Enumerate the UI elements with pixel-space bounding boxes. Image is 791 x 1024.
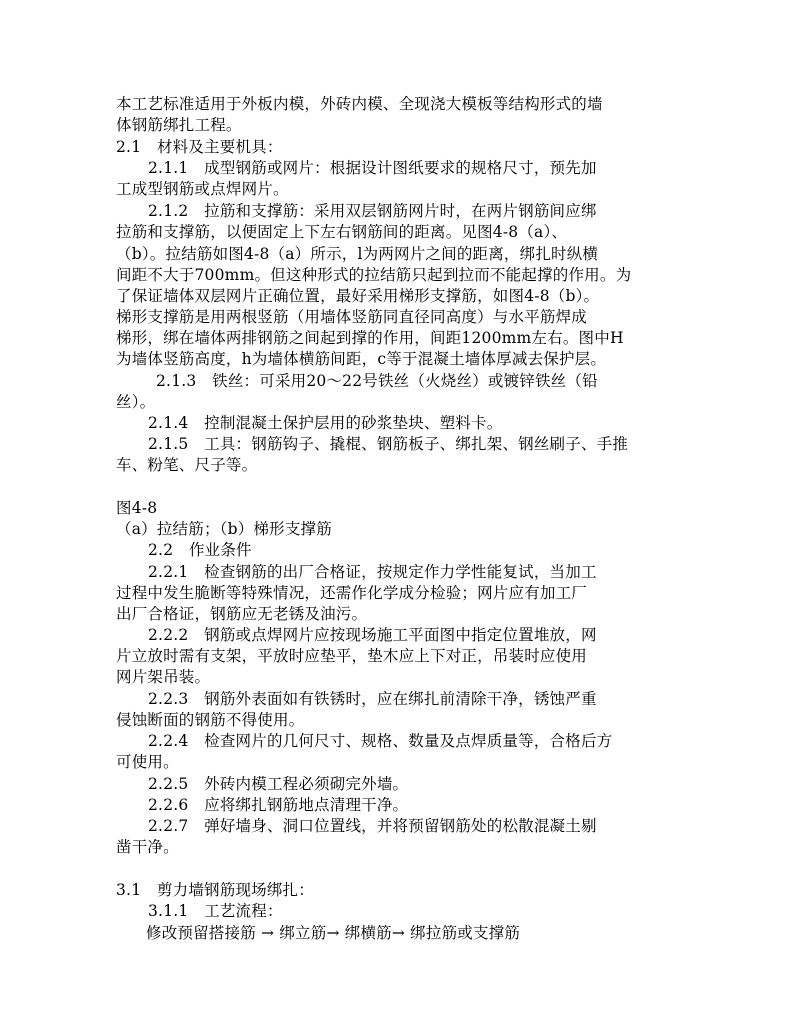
paragraph-line: 凿干净。	[116, 838, 179, 856]
figure-caption: （a）拉结筋；（b）梯形支撑筋	[116, 520, 332, 538]
paragraph-line: 2.1.4 控制混凝土保护层用的砂浆垫块、塑料卡。	[148, 414, 503, 432]
paragraph-line: 侵蚀断面的钢筋不得使用。	[116, 711, 305, 729]
paragraph-line: 了保证墙体双层网片正确位置，最好采用梯形支撑筋，如图4-8（b）。	[116, 287, 600, 305]
paragraph-line: 工成型钢筋或点焊网片。	[116, 180, 289, 198]
paragraph-line: 网片架吊装。	[116, 668, 211, 686]
process-flow: 修改预留搭接筋 → 绑立筋→ 绑横筋→ 绑拉筋或支撑筋	[146, 924, 521, 942]
paragraph-line: 2.1.3 铁丝：可采用20～22号铁丝（火烧丝）或镀锌铁丝（铅	[156, 372, 598, 390]
paragraph-line: 2.2.2 钢筋或点焊网片应按现场施工平面图中指定位置堆放，网	[148, 626, 597, 644]
paragraph-line: 为墙体竖筋高度，h为墙体横筋间距，c等于混凝土墙体厚减去保护层。	[116, 350, 607, 368]
paragraph-line: 梯形，绑在墙体两排钢筋之间起到撑的作用，间距1200mm左右。图中H	[116, 329, 624, 347]
paragraph-line: 过程中发生脆断等特殊情况，还需作化学成分检验；网片应有加工厂	[116, 584, 588, 602]
intro-line: 本工艺标准适用于外板内模，外砖内模、全现浇大模板等结构形式的墙	[116, 95, 603, 113]
paragraph-line: 2.2.5 外砖内模工程必须砌完外墙。	[148, 775, 409, 793]
paragraph-line: 2.2.6 应将绑扎钢筋地点清理干净。	[148, 796, 409, 814]
intro-line: 体钢筋绑扎工程。	[116, 116, 242, 134]
section-heading: 2.2 作业条件	[148, 541, 252, 559]
paragraph-line: 2.2.7 弹好墙身、洞口位置线，并将预留钢筋处的松散混凝土剔	[148, 817, 597, 835]
paragraph-line: 拉筋和支撑筋，以便固定上下左右钢筋间的距离。见图4-8（a）、	[116, 223, 568, 241]
paragraph-line: 可使用。	[116, 753, 179, 771]
paragraph-line: 2.1.2 拉筋和支撑筋：采用双层钢筋网片时，在两片钢筋间应绑	[148, 202, 597, 220]
paragraph-line: 3.1.1 工艺流程：	[148, 902, 283, 920]
figure-label: 图4-8	[116, 499, 158, 517]
paragraph-line: 2.1.5 工具：钢筋钩子、撬棍、钢筋板子、绑扎架、钢丝刷子、手推	[148, 435, 629, 453]
paragraph-line: 间距不大于700mm。但这种形式的拉结筋只起到拉而不能起撑的作用。为	[116, 266, 632, 284]
paragraph-line: 出厂合格证，钢筋应无老锈及油污。	[116, 605, 368, 623]
paragraph-line: （b）。拉结筋如图4-8（a）所示，l为两网片之间的距离，绑扎时纵横	[116, 245, 599, 263]
paragraph-line: 2.2.3 钢筋外表面如有铁锈时，应在绑扎前清除干净，锈蚀严重	[148, 690, 597, 708]
paragraph-line: 梯形支撑筋是用两根竖筋（用墙体竖筋同直径同高度）与水平筋焊成	[116, 308, 588, 326]
paragraph-line: 2.2.4 检查网片的几何尺寸、规格、数量及点焊质量等，合格后方	[148, 732, 613, 750]
paragraph-line: 丝）。	[116, 393, 156, 411]
paragraph-line: 2.1.1 成型钢筋或网片：根据设计图纸要求的规格尺寸，预先加	[148, 159, 597, 177]
section-heading: 2.1 材料及主要机具：	[116, 138, 283, 156]
paragraph-line: 车、粉笔、尺子等。	[116, 456, 258, 474]
paragraph-line: 片立放时需有支架，平放时应垫平，垫木应上下对正，吊装时应使用	[116, 647, 588, 665]
section-heading: 3.1 剪力墙钢筋现场绑扎：	[116, 881, 314, 899]
paragraph-line: 2.2.1 检查钢筋的出厂合格证，按规定作力学性能复试，当加工	[148, 563, 597, 581]
